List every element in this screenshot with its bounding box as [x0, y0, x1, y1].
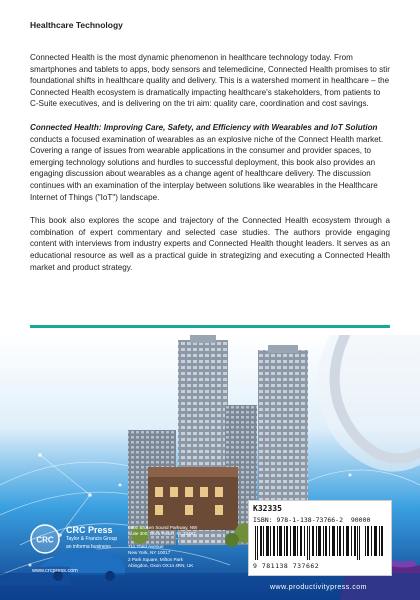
description-area — [30, 20, 390, 285]
address-line: 2 Park Square, Milton Park — [128, 557, 183, 562]
address-line: New York, NY 10017 — [128, 550, 171, 555]
crc-logo-icon — [30, 524, 60, 554]
scope-paragraph: This book also explores the scope and trajectory of the Connected Health ecosystem through a combination of expert commentary and selected case studies. The authors provide engaging content with interviews from industry experts and Connected Health thought leaders. It serves as an educational resource as well as a practical guide in strategizing and executing a Connected Health market and product strategy. — [30, 216, 390, 272]
isbn-number: ISBN: 978-1-138-73766-2 — [253, 516, 344, 524]
publisher-group: Taylor & Francis Group — [66, 536, 118, 542]
price-code: 90000 — [350, 516, 371, 524]
publisher-informa: an informa business — [66, 544, 111, 550]
teal-divider — [30, 325, 390, 328]
intro-paragraph: Connected Health is the most dynamic phenomenon in healthcare technology today. From smartphones and tablets to apps, body sensors and telemedicine, Connected Health promises to stir foundational shifts in healthcare quality and delivery. This is a watershed moment in healthcare – the Connected Health ecosystem is dramatically impacting healthcare's stakeholders, from patients to C-Suite executives, and is delivering on the tri aim: quality care, coordination and cost savings. — [30, 53, 390, 109]
isbn-label — [253, 516, 370, 524]
address-new-york — [128, 544, 170, 556]
barcode-digits: 9 781138 737662 — [253, 562, 320, 570]
barcode-panel — [248, 500, 392, 576]
publisher-website: www.crcpress.com — [32, 568, 78, 574]
address-line: 711 Third Avenue — [128, 544, 164, 549]
address-line: 6000 Broken Sound Parkway, NW — [128, 525, 198, 530]
product-code: K32335 — [253, 504, 282, 513]
houses — [148, 467, 238, 530]
book-title: Connected Health: Improving Care, Safety, and Efficiency with Wearables and IoT Solution — [30, 122, 378, 132]
address-abingdon — [128, 557, 193, 569]
barcode-bars — [253, 526, 385, 560]
publisher-block — [30, 522, 240, 578]
book-summary-text: conducts a focused examination of wearables as an explosive niche of the Connect Health market. Covering a range of issues from wearable applications in the consumer and provider spaces, to emerging technology solutions and hurdles to successful deployment, this book also provides an engaging discussion about wearables as a change agent of healthcare delivery. The discussion continues with an examination of the interplay between solutions like wearables in the Healthcare Internet of Things ("IoT") landscape. — [30, 134, 384, 202]
productivity-press-website: www.productivitypress.com — [270, 584, 367, 591]
address-line: Abingdon, Oxon OX14 4RN, UK — [128, 563, 194, 568]
crc-logo-text: CRC — [36, 535, 54, 545]
publisher-name: CRC Press — [66, 525, 113, 535]
address-boca-raton — [128, 525, 197, 537]
category-label: Healthcare Technology — [30, 20, 123, 30]
book-summary-paragraph — [30, 122, 390, 203]
address-line: Suite 300, Boca Raton, FL 33487 — [128, 531, 196, 536]
